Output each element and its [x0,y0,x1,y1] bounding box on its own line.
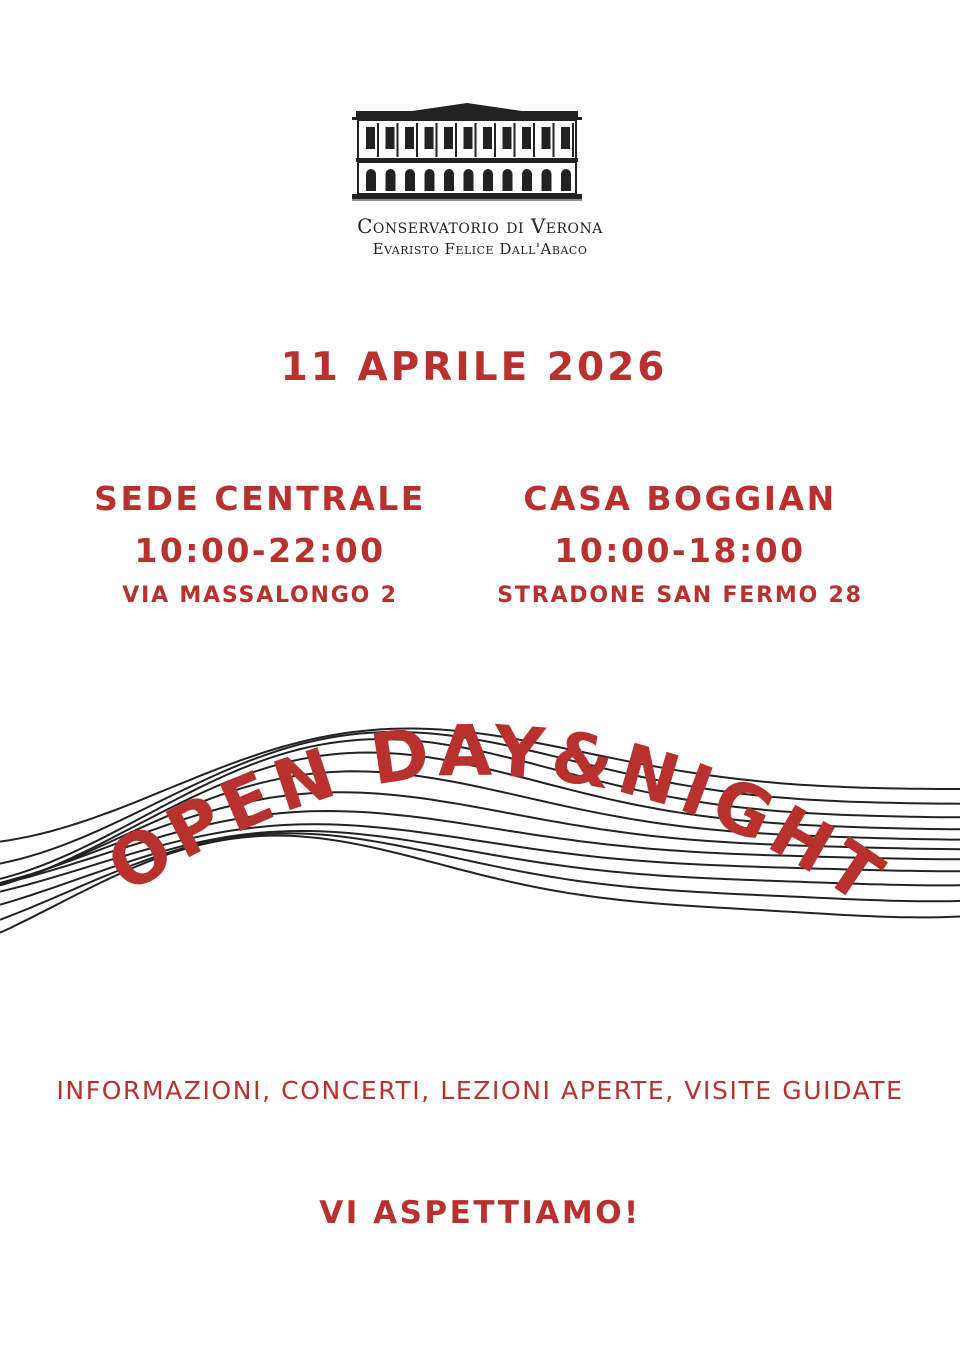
institution-subtitle: Evaristo Felice Dall'Abaco [372,240,588,258]
activities-line: INFORMAZIONI, CONCERTI, LEZIONI APERTE, VISITE GUIDATE [56,1076,904,1105]
venue-address: STRADONE SAN FERMO 28 [497,583,863,608]
venue-address: VIA MASSALONGO 2 [122,583,398,608]
building-facade-icon [352,103,582,201]
event-title-path: OPEN DAY&NIGHT [93,709,902,923]
event-title [94,710,901,923]
closing-line: VI ASPETTIAMO! [319,1195,641,1231]
venue-name: SEDE CENTRALE [94,479,426,518]
venue-casa-boggian [480,476,880,614]
wave-lines-graphic [0,680,960,980]
venue-hours: 10:00-22:00 [134,531,386,570]
event-date: 11 APRILE 2026 [280,345,668,390]
institution-name: Conservatorio di Verona [357,214,603,238]
venue-hours: 10:00-18:00 [554,531,806,570]
venue-sede-centrale [80,476,440,614]
venue-name: CASA BOGGIAN [523,479,837,518]
